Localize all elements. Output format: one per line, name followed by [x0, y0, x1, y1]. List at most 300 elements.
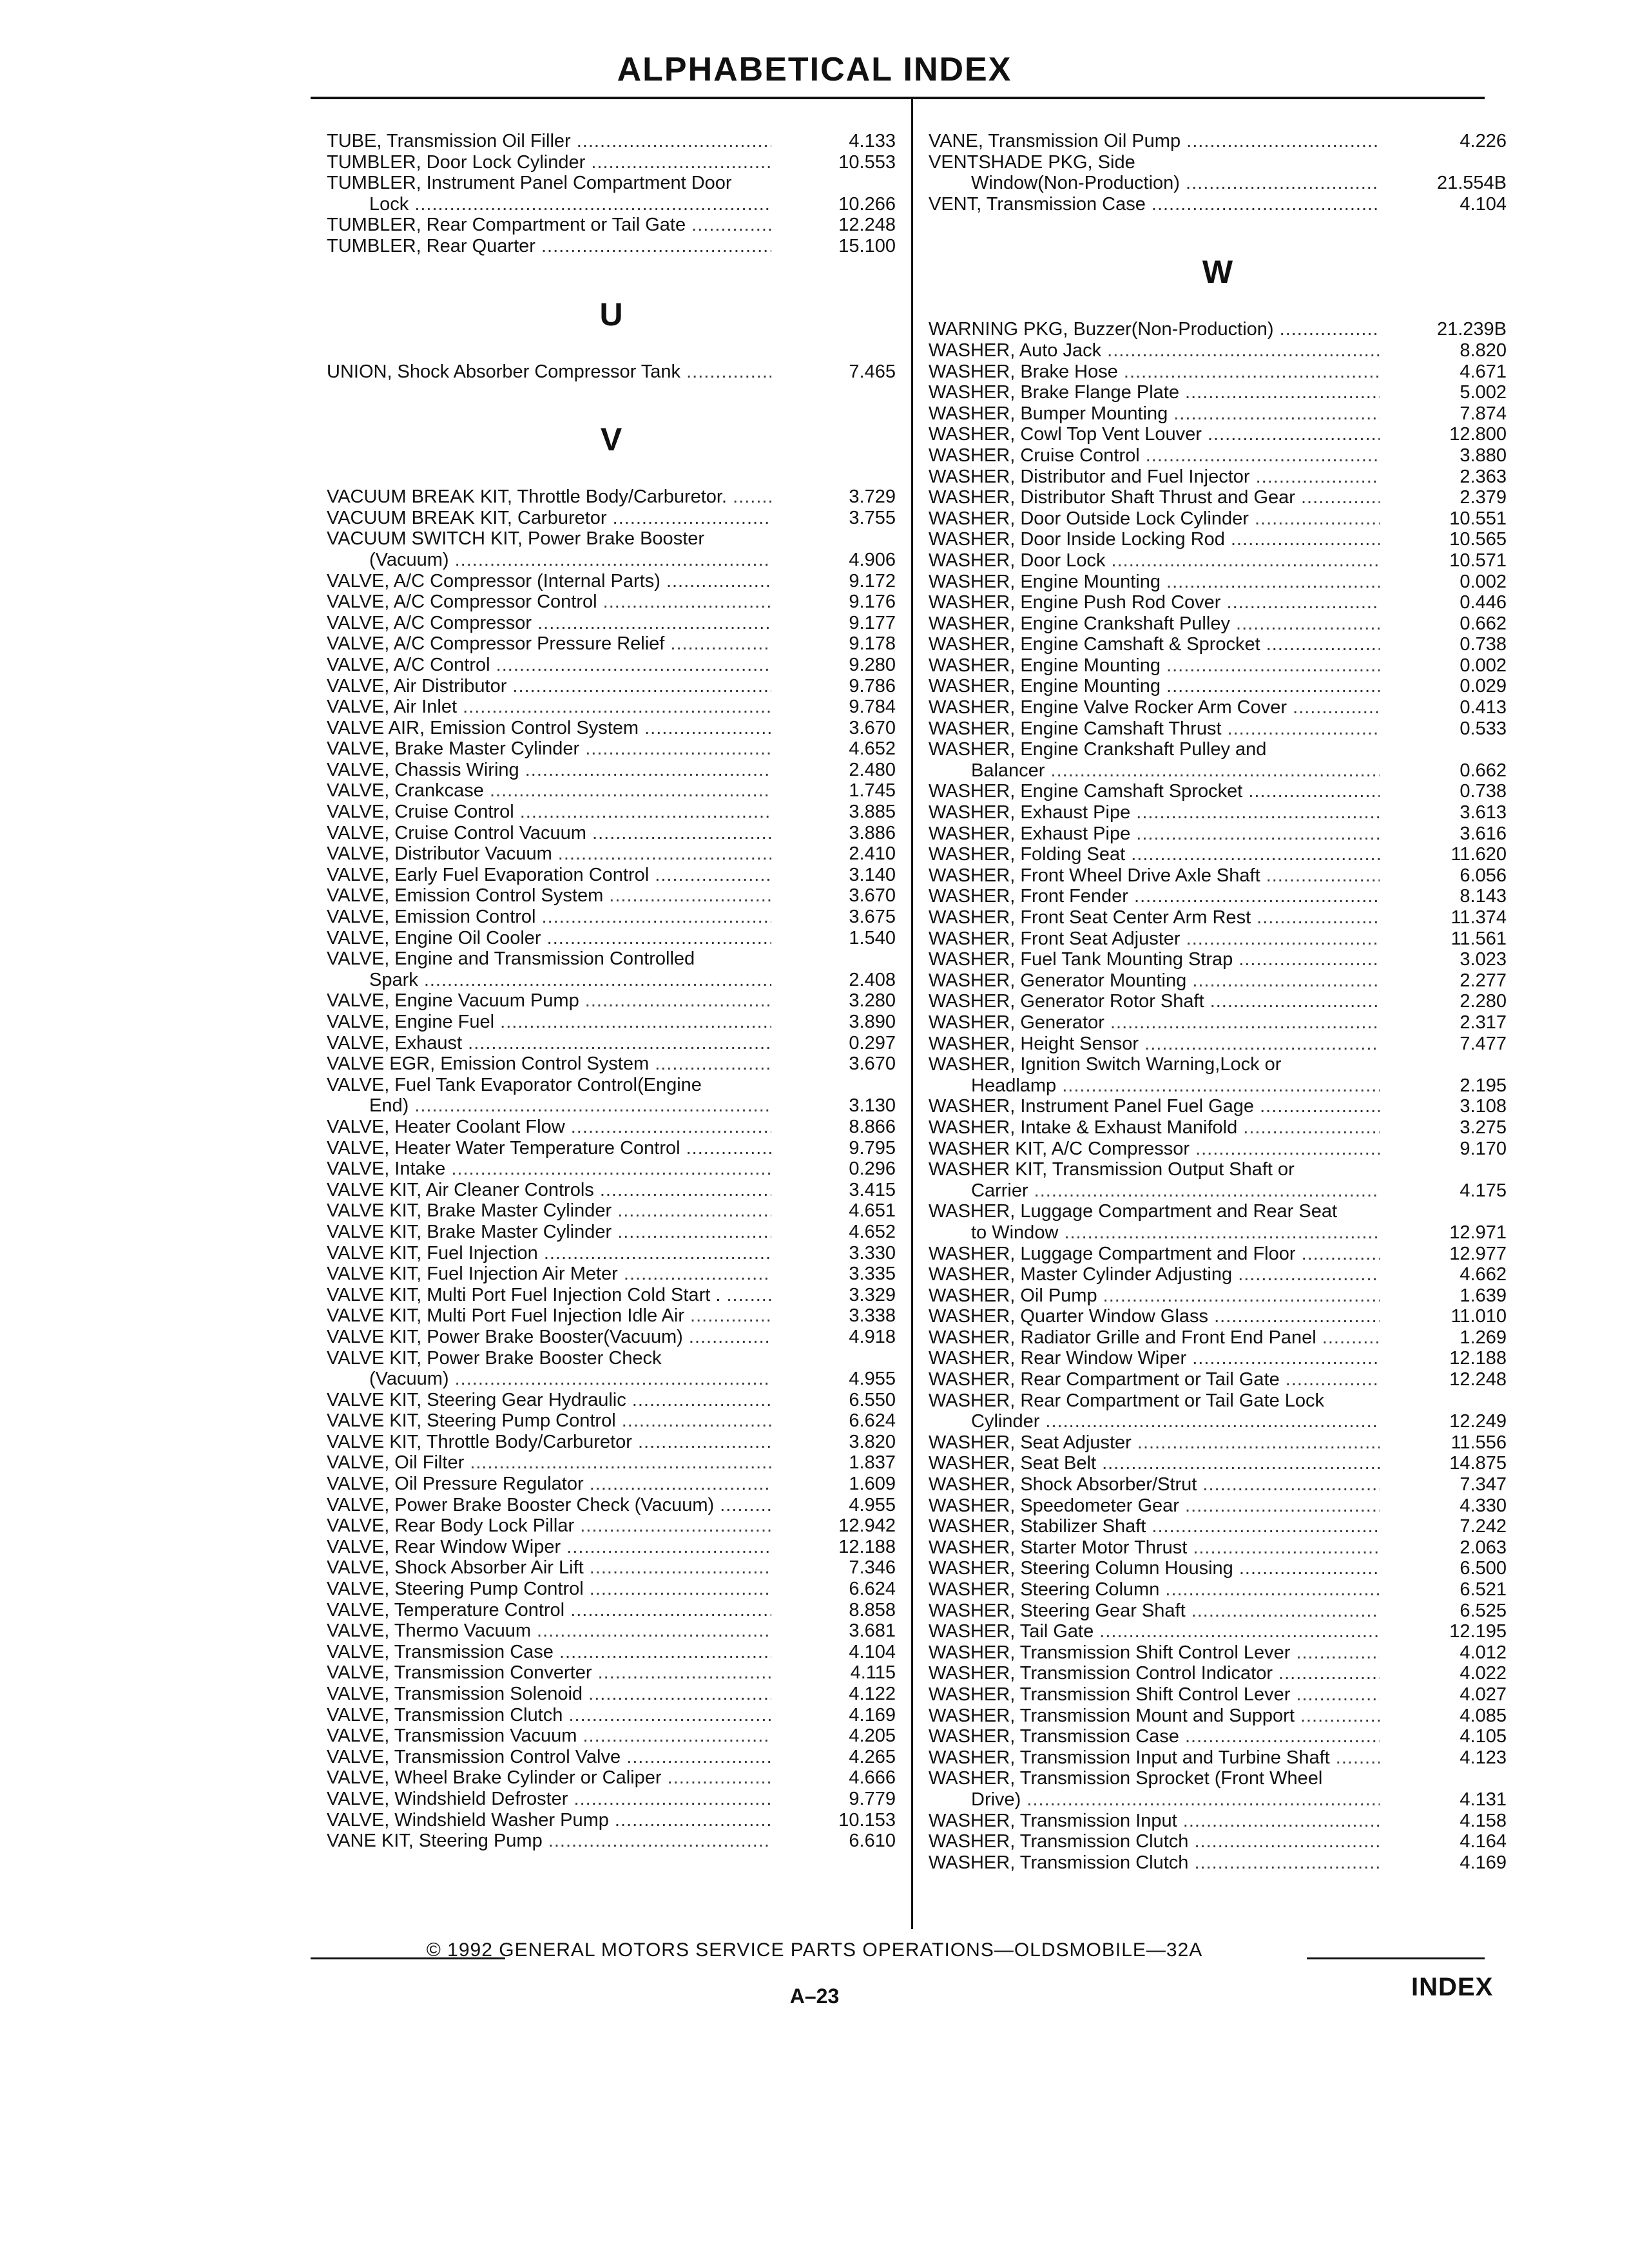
- entry-text: [327, 1117, 771, 1138]
- entry-text: [929, 592, 1380, 613]
- entry-text: [327, 1662, 771, 1684]
- index-entry: [327, 1180, 896, 1201]
- index-entry: [327, 508, 896, 529]
- entry-page-ref: 12.800: [1449, 424, 1507, 445]
- entry-text: [327, 1642, 771, 1663]
- entry-line: WASHER, Intake & Exhaust Manifold .....: [929, 1117, 1380, 1139]
- entry-text: [929, 403, 1380, 425]
- entry-text: [929, 613, 1380, 635]
- index-entry: [929, 1852, 1507, 1874]
- entry-text: [929, 823, 1380, 845]
- index-entry: [327, 1620, 896, 1642]
- section-gap: [327, 336, 896, 361]
- entry-text: [327, 1810, 771, 1831]
- index-entry: [327, 1012, 896, 1033]
- entry-text: [929, 319, 1380, 340]
- entry-page-ref: 8.143: [1460, 886, 1507, 907]
- index-entry: [327, 1600, 896, 1621]
- entry-page-ref: 2.277: [1460, 970, 1507, 991]
- entry-page-ref: 21.554B: [1436, 173, 1507, 194]
- entry-page-ref: 9.170: [1460, 1138, 1507, 1159]
- entry-text: [929, 1600, 1380, 1622]
- index-entry: [327, 1285, 896, 1306]
- entry-line: WASHER, Generator Mounting .....: [929, 970, 1380, 992]
- entry-page-ref: 4.158: [1460, 1810, 1507, 1831]
- entry-page-ref: 3.330: [849, 1242, 896, 1264]
- section-gap: [327, 461, 896, 486]
- entry-line: WASHER, Height Sensor .....: [929, 1033, 1380, 1055]
- index-entry: [327, 571, 896, 592]
- index-entry: [929, 1139, 1507, 1160]
- index-entry: [327, 1158, 896, 1180]
- entry-text: [929, 382, 1380, 403]
- entry-page-ref: 0.662: [1460, 760, 1507, 781]
- entry-page-ref: 0.296: [849, 1158, 896, 1180]
- entry-text: [929, 676, 1380, 697]
- index-entry: [929, 1012, 1507, 1033]
- index-entry: [929, 340, 1507, 361]
- index-entry: [929, 508, 1507, 530]
- entry-line: VALVE KIT, Throttle Body/Carburetor .....: [327, 1432, 771, 1453]
- entry-page-ref: 7.874: [1460, 403, 1507, 424]
- entry-page-ref: 6.521: [1460, 1579, 1507, 1600]
- entry-line: TUMBLER, Instrument Panel Compartment Door: [327, 173, 732, 194]
- entry-text: [929, 655, 1380, 677]
- entry-line: (Vacuum) .....: [327, 550, 771, 571]
- entry-page-ref: 2.317: [1460, 1012, 1507, 1033]
- entry-line: VALVE, Windshield Washer Pump .....: [327, 1810, 771, 1831]
- entry-line: VALVE KIT, Brake Master Cylinder .....: [327, 1200, 771, 1222]
- index-entry: [327, 760, 896, 781]
- entry-page-ref: 4.022: [1460, 1663, 1507, 1684]
- entry-text: [327, 843, 771, 865]
- entry-text: [327, 1432, 771, 1453]
- entry-text: [327, 1684, 771, 1705]
- entry-page-ref: 0.662: [1460, 613, 1507, 634]
- index-entry: [929, 781, 1507, 802]
- entry-page-ref: 3.886: [849, 822, 896, 843]
- index-entry: [929, 1726, 1507, 1747]
- index-entry: [327, 1305, 896, 1327]
- entry-line: TUBE, Transmission Oil Filler .....: [327, 131, 771, 152]
- entry-line: WASHER, Engine Camshaft Sprocket .....: [929, 781, 1380, 802]
- entry-page-ref: 12.249: [1449, 1411, 1507, 1432]
- entry-page-ref: 1.540: [849, 927, 896, 948]
- entry-line: VALVE, Shock Absorber Air Lift .....: [327, 1557, 771, 1579]
- entry-page-ref: 6.624: [849, 1410, 896, 1432]
- entry-page-ref: 3.670: [849, 885, 896, 907]
- entry-page-ref: 14.875: [1449, 1453, 1507, 1474]
- index-entry: [929, 1811, 1507, 1832]
- entry-line: VALVE, Chassis Wiring .....: [327, 760, 771, 781]
- entry-line: WASHER, Steering Column .....: [929, 1579, 1380, 1600]
- index-entry: [327, 236, 896, 257]
- entry-line: VALVE, Oil Filter .....: [327, 1452, 771, 1474]
- entry-line: VALVE KIT, Multi Port Fuel Injection Cold Start . .....: [327, 1285, 771, 1306]
- index-entry: [327, 1705, 896, 1726]
- entry-line: VACUUM BREAK KIT, Carburetor .....: [327, 508, 771, 529]
- entry-page-ref: 10.565: [1449, 529, 1507, 550]
- index-entry: [327, 1789, 896, 1810]
- entry-line: VALVE, Cruise Control .....: [327, 802, 771, 823]
- entry-line: VALVE, Engine Oil Cooler .....: [327, 928, 771, 949]
- entry-text: [929, 152, 1380, 194]
- entry-page-ref: 4.651: [849, 1200, 896, 1222]
- entry-text: [327, 486, 771, 508]
- entry-line: VALVE, Emission Control System .....: [327, 885, 771, 907]
- entry-text: [929, 1201, 1380, 1243]
- entry-text: [929, 1033, 1380, 1055]
- entry-line: VALVE, Engine Fuel .....: [327, 1012, 771, 1033]
- entry-line: WASHER, Engine Mounting .....: [929, 676, 1380, 697]
- index-column-right: [929, 131, 1507, 1873]
- entry-line: VALVE, Early Fuel Evaporation Control .....: [327, 865, 771, 886]
- entry-page-ref: 0.533: [1460, 718, 1507, 739]
- entry-text: [327, 885, 771, 907]
- entry-text: [929, 865, 1380, 887]
- entry-line: Balancer .....: [929, 760, 1380, 782]
- index-entry: [327, 1348, 896, 1390]
- entry-line: VALVE KIT, Fuel Injection Air Meter .....: [327, 1264, 771, 1285]
- index-entry: [929, 1706, 1507, 1727]
- entry-line: to Window .....: [929, 1222, 1380, 1244]
- entry-text: [327, 802, 771, 823]
- index-entry: [929, 1747, 1507, 1769]
- entry-page-ref: 6.610: [849, 1831, 896, 1852]
- entry-page-ref: 4.330: [1460, 1495, 1507, 1516]
- entry-text: [327, 173, 771, 215]
- entry-page-ref: 2.063: [1460, 1537, 1507, 1558]
- index-entry: [327, 865, 896, 886]
- index-entry: [929, 1054, 1507, 1096]
- index-entry: [929, 1369, 1507, 1390]
- entry-page-ref: 4.133: [849, 131, 896, 151]
- entry-text: [327, 1767, 771, 1789]
- entry-text: [327, 1305, 771, 1327]
- entry-line: VALVE AIR, Emission Control System .....: [327, 718, 771, 739]
- entry-text: [327, 508, 771, 529]
- index-entry: [929, 319, 1507, 340]
- entry-line: WASHER, Rear Compartment or Tail Gate Lock: [929, 1390, 1325, 1411]
- entry-page-ref: 9.176: [849, 591, 896, 613]
- entry-text: [929, 424, 1380, 445]
- entry-text: [327, 697, 771, 718]
- entry-text: [327, 1285, 771, 1306]
- entry-text: [327, 633, 771, 655]
- entry-page-ref: 15.100: [838, 235, 896, 256]
- entry-page-ref: 9.177: [849, 612, 896, 633]
- entry-page-ref: 6.624: [849, 1579, 896, 1600]
- section-label: INDEX: [1411, 1973, 1494, 2001]
- entry-text: [327, 236, 771, 257]
- entry-page-ref: 4.955: [849, 1494, 896, 1515]
- entry-text: [327, 1243, 771, 1264]
- entry-page-ref: 4.175: [1460, 1180, 1507, 1201]
- entry-line: WASHER, Transmission Sprocket (Front Wheel: [929, 1768, 1323, 1789]
- entry-line: VALVE, Emission Control .....: [327, 907, 771, 928]
- index-entry: [327, 1579, 896, 1600]
- index-entry: [929, 865, 1507, 887]
- entry-line: WASHER, Distributor Shaft Thrust and Gear .....: [929, 487, 1380, 508]
- index-entry: [327, 1662, 896, 1684]
- entry-text: [327, 738, 771, 760]
- entry-page-ref: 10.553: [838, 151, 896, 173]
- index-entry: [327, 528, 896, 570]
- entry-page-ref: 3.755: [849, 507, 896, 528]
- entry-line: VALVE, Transmission Clutch .....: [327, 1705, 771, 1726]
- index-entry: [929, 823, 1507, 845]
- entry-page-ref: 4.123: [1460, 1747, 1507, 1768]
- entry-line: VALVE, Crankcase .....: [327, 780, 771, 802]
- entry-page-ref: 12.188: [838, 1536, 896, 1557]
- index-entry: [327, 718, 896, 739]
- entry-text: [327, 907, 771, 928]
- entry-text: [929, 445, 1380, 466]
- entry-page-ref: 3.415: [849, 1179, 896, 1200]
- entry-text: [929, 1285, 1380, 1307]
- entry-page-ref: 4.906: [849, 549, 896, 570]
- entry-page-ref: 4.027: [1460, 1684, 1507, 1705]
- index-entry: [929, 1327, 1507, 1349]
- entry-page-ref: 2.363: [1460, 466, 1507, 487]
- entry-text: [929, 1474, 1380, 1495]
- entry-page-ref: 0.029: [1460, 676, 1507, 697]
- entry-page-ref: 3.885: [849, 802, 896, 823]
- entry-line: TUMBLER, Door Lock Cylinder .....: [327, 152, 771, 173]
- entry-line: VALVE KIT, Brake Master Cylinder .....: [327, 1222, 771, 1243]
- index-entry: [929, 1432, 1507, 1454]
- entry-line: Window(Non-Production) .....: [929, 173, 1380, 194]
- entry-line: VALVE, Wheel Brake Cylinder or Caliper .....: [327, 1767, 771, 1789]
- entry-page-ref: 4.122: [849, 1684, 896, 1704]
- entry-line: VALVE, Engine Vacuum Pump .....: [327, 990, 771, 1012]
- index-entry: [929, 1474, 1507, 1495]
- index-entry: [327, 990, 896, 1012]
- entry-page-ref: 2.408: [849, 969, 896, 990]
- index-entry: [327, 1222, 896, 1243]
- entry-text: [327, 1495, 771, 1516]
- index-entry: [327, 1515, 896, 1537]
- entry-text: [327, 1033, 771, 1054]
- entry-text: [929, 970, 1380, 992]
- entry-line: VALVE, Transmission Vacuum .....: [327, 1725, 771, 1747]
- section-gap: [929, 215, 1507, 251]
- entry-page-ref: 6.500: [1460, 1558, 1507, 1579]
- index-entry: [929, 1390, 1507, 1432]
- index-entry: [929, 550, 1507, 572]
- index-entry: [327, 1138, 896, 1159]
- entry-line: WASHER, Shock Absorber/Strut .....: [929, 1474, 1380, 1495]
- entry-line: WASHER, Transmission Shift Control Lever .....: [929, 1642, 1380, 1664]
- entry-text: [929, 1642, 1380, 1664]
- index-entry: [929, 844, 1507, 865]
- entry-line: WASHER, Engine Camshaft Thrust .....: [929, 718, 1380, 740]
- entry-text: [929, 340, 1380, 361]
- entry-line: WASHER, Seat Adjuster .....: [929, 1432, 1380, 1454]
- header-rule: [311, 97, 1485, 99]
- index-entry: [327, 1390, 896, 1411]
- entry-line: WASHER, Bumper Mounting .....: [929, 403, 1380, 425]
- entry-line: WASHER, Door Outside Lock Cylinder .....: [929, 508, 1380, 530]
- entry-text: [929, 1768, 1380, 1810]
- entry-text: [929, 634, 1380, 655]
- entry-page-ref: 4.085: [1460, 1705, 1507, 1726]
- entry-line: WASHER, Engine Crankshaft Pulley and: [929, 739, 1267, 760]
- entry-line: Spark .....: [327, 970, 771, 991]
- index-entry: [929, 1117, 1507, 1139]
- index-entry: [327, 948, 896, 990]
- entry-page-ref: 3.275: [1460, 1117, 1507, 1138]
- entry-line: VALVE, Fuel Tank Evaporator Control(Engine: [327, 1074, 702, 1095]
- entry-page-ref: 9.784: [849, 697, 896, 718]
- entry-page-ref: 11.374: [1451, 907, 1507, 928]
- index-entry: [929, 1244, 1507, 1265]
- index-entry: [929, 634, 1507, 655]
- entry-line: WASHER, Quarter Window Glass .....: [929, 1306, 1380, 1327]
- entry-page-ref: 0.002: [1460, 571, 1507, 592]
- entry-line: VALVE, A/C Compressor .....: [327, 613, 771, 634]
- entry-text: [929, 781, 1380, 802]
- entry-page-ref: 12.248: [1449, 1369, 1507, 1390]
- entry-line: WASHER, Brake Flange Plate .....: [929, 382, 1380, 403]
- entry-text: [929, 949, 1380, 970]
- index-entry: [327, 907, 896, 928]
- index-entry: [327, 1053, 896, 1075]
- section-letter: V: [600, 421, 622, 458]
- entry-text: [327, 215, 771, 236]
- index-entry: [327, 1243, 896, 1264]
- entry-page-ref: 11.556: [1451, 1432, 1507, 1453]
- entry-text: [929, 907, 1380, 928]
- index-entry: [929, 1621, 1507, 1642]
- entry-text: [327, 948, 771, 990]
- index-entry: [929, 1159, 1507, 1201]
- entry-line: WASHER, Transmission Input .....: [929, 1811, 1380, 1832]
- entry-text: [929, 529, 1380, 550]
- entry-line: VALVE KIT, Fuel Injection .....: [327, 1243, 771, 1264]
- entry-line: WASHER, Rear Window Wiper .....: [929, 1348, 1380, 1369]
- entry-line: VACUUM SWITCH KIT, Power Brake Booster: [327, 528, 705, 550]
- index-entry: [327, 1684, 896, 1705]
- entry-page-ref: 3.616: [1460, 823, 1507, 844]
- entry-text: [929, 1663, 1380, 1684]
- entry-page-ref: 9.178: [849, 633, 896, 655]
- entry-page-ref: 3.335: [849, 1264, 896, 1285]
- index-entry: [327, 1117, 896, 1138]
- index-entry: [327, 1642, 896, 1663]
- index-entry: [327, 1810, 896, 1831]
- index-entry: [929, 970, 1507, 992]
- entry-page-ref: 3.329: [849, 1284, 896, 1305]
- entry-text: [327, 1053, 771, 1075]
- entry-page-ref: 4.265: [849, 1746, 896, 1767]
- entry-line: VALVE KIT, Power Brake Booster(Vacuum) .....: [327, 1327, 771, 1348]
- index-entry: [327, 152, 896, 173]
- index-entry: [327, 823, 896, 844]
- entry-text: [327, 1452, 771, 1474]
- entry-text: [929, 1516, 1380, 1537]
- index-entry: [929, 152, 1507, 194]
- entry-text: [929, 1159, 1380, 1201]
- entry-text: [929, 1558, 1380, 1579]
- entry-text: [929, 1831, 1380, 1852]
- index-entry: [929, 886, 1507, 907]
- entry-line: VALVE, Rear Window Wiper .....: [327, 1537, 771, 1558]
- entry-text: [327, 823, 771, 844]
- entry-line: WASHER, Instrument Panel Fuel Gage .....: [929, 1096, 1380, 1117]
- entry-text: [327, 1725, 771, 1747]
- entry-line: WASHER, Transmission Control Indicator .....: [929, 1663, 1380, 1684]
- entry-line: WASHER, Front Seat Center Arm Rest .....: [929, 907, 1380, 928]
- entry-text: [327, 1831, 771, 1852]
- index-entry: [929, 907, 1507, 928]
- entry-text: [327, 780, 771, 802]
- entry-line: VALVE, Distributor Vacuum .....: [327, 843, 771, 865]
- entry-line: VALVE, Transmission Solenoid .....: [327, 1684, 771, 1705]
- entry-page-ref: 7.242: [1460, 1516, 1507, 1537]
- index-entry: [929, 1663, 1507, 1684]
- entry-page-ref: 4.169: [1460, 1852, 1507, 1873]
- entry-line: TUMBLER, Rear Quarter .....: [327, 236, 771, 257]
- entry-page-ref: 21.239B: [1436, 319, 1507, 340]
- entry-text: [327, 928, 771, 949]
- entry-line: VANE, Transmission Oil Pump .....: [929, 131, 1380, 152]
- section-letter: U: [599, 296, 623, 332]
- entry-line: VALVE, Transmission Control Valve .....: [327, 1747, 771, 1768]
- entry-line: WASHER, Radiator Grille and Front End Panel .....: [929, 1327, 1380, 1349]
- entry-page-ref: 10.551: [1449, 508, 1507, 529]
- entry-line: WASHER, Engine Mounting .....: [929, 655, 1380, 677]
- entry-line: VALVE, Thermo Vacuum .....: [327, 1620, 771, 1642]
- entry-line: End) .....: [327, 1095, 771, 1117]
- entry-line: WASHER, Transmission Case .....: [929, 1726, 1380, 1747]
- entry-line: WASHER, Engine Crankshaft Pulley .....: [929, 613, 1380, 635]
- entry-line: VALVE, A/C Compressor Pressure Relief .....: [327, 633, 771, 655]
- entry-page-ref: 3.280: [849, 990, 896, 1012]
- entry-line: WASHER KIT, Transmission Output Shaft or: [929, 1159, 1295, 1180]
- index-entry: [929, 1495, 1507, 1517]
- entry-page-ref: 2.480: [849, 759, 896, 780]
- entry-text: [327, 1747, 771, 1768]
- entry-text: [327, 1138, 771, 1159]
- index-entry: [327, 802, 896, 823]
- entry-text: [327, 131, 771, 152]
- index-entry: [929, 1537, 1507, 1559]
- entry-page-ref: 4.164: [1460, 1831, 1507, 1852]
- entry-line: WASHER, Transmission Input and Turbine Shaft .....: [929, 1747, 1380, 1769]
- index-entry: [929, 1306, 1507, 1327]
- entry-page-ref: 4.131: [1460, 1789, 1507, 1810]
- entry-page-ref: 3.890: [849, 1012, 896, 1032]
- index-entry: [327, 1033, 896, 1054]
- entry-text: [327, 718, 771, 739]
- entry-page-ref: 4.115: [850, 1662, 896, 1684]
- entry-line: VALVE, Steering Pump Control .....: [327, 1579, 771, 1600]
- entry-page-ref: 0.002: [1460, 655, 1507, 676]
- index-entry: [929, 529, 1507, 550]
- index-entry: [929, 592, 1507, 613]
- entry-line: WASHER, Door Inside Locking Rod .....: [929, 529, 1380, 550]
- entry-text: [327, 571, 771, 592]
- entry-line: VALVE, A/C Compressor Control .....: [327, 591, 771, 613]
- entry-line: WASHER, Cowl Top Vent Louver .....: [929, 424, 1380, 445]
- entry-page-ref: 1.745: [849, 780, 896, 802]
- entry-text: [327, 1789, 771, 1810]
- index-entry: [929, 445, 1507, 466]
- entry-line: WASHER, Front Seat Adjuster .....: [929, 928, 1380, 950]
- entry-text: [929, 1684, 1380, 1706]
- section-gap: [327, 257, 896, 293]
